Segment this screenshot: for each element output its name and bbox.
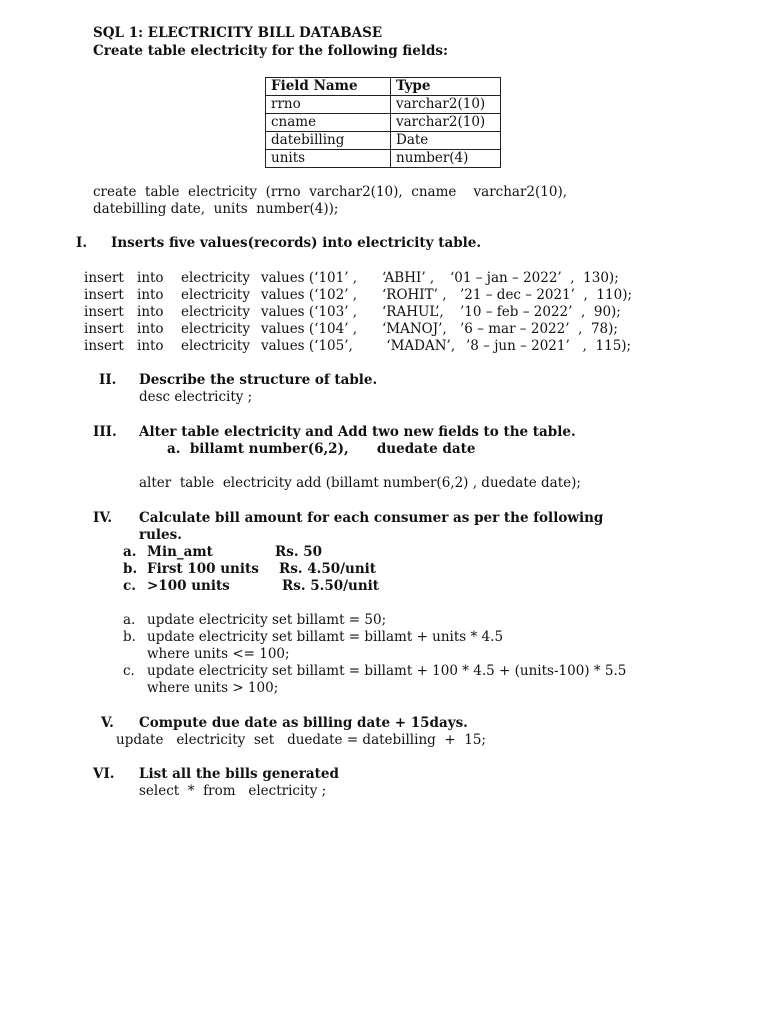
values-rrno: values (‘104’ ,	[261, 321, 358, 337]
code-line: desc electricity ;	[139, 389, 253, 405]
update-marker: a.	[123, 612, 136, 628]
section-number: IV.	[93, 510, 113, 526]
values-cname: ‘MADAN’,	[382, 338, 456, 354]
code-line: alter table electricity add (billamt number(6,2) , duedate date);	[139, 475, 581, 491]
rule-marker: c.	[123, 578, 136, 594]
update-marker: b.	[123, 629, 136, 645]
insert-keyword: insert	[84, 338, 124, 354]
create-statement-line: create table electricity (rrno varchar2(10), cname varchar2(10),	[93, 184, 567, 200]
table-row	[266, 132, 501, 150]
values-rrno: values (‘105’,	[261, 338, 353, 354]
update-line: where units > 100;	[147, 680, 279, 696]
values-cname: ‘ROHIT’ ,	[382, 287, 447, 303]
insert-keyword: insert	[84, 321, 124, 337]
values-rrno: values (‘103’ ,	[261, 304, 358, 320]
section-number: II.	[99, 372, 117, 388]
section-subitem: a. billamt number(6,2), duedate date	[167, 441, 476, 457]
insert-keyword: insert	[84, 304, 124, 320]
table-cell: units	[266, 150, 391, 168]
into-keyword: into	[137, 321, 164, 337]
values-rrno: values (‘101’ ,	[261, 270, 358, 286]
table-name: electricity	[181, 287, 250, 303]
section-number: V.	[101, 715, 114, 731]
rule-marker: a.	[123, 544, 137, 560]
values-rrno: values (‘102’ ,	[261, 287, 358, 303]
table-cell: cname	[266, 114, 391, 132]
table-cell: number(4)	[391, 150, 501, 168]
rule-value: Rs. 50	[275, 544, 323, 560]
table-row	[266, 96, 501, 114]
section-heading: Describe the structure of table.	[139, 372, 378, 388]
table-cell: rrno	[266, 96, 391, 114]
rule-value: Rs. 4.50/unit	[279, 561, 377, 577]
table-cell: varchar2(10)	[391, 114, 501, 132]
update-line: where units <= 100;	[147, 646, 290, 662]
values-rest: ’6 – mar – 2022’ , 78);	[460, 321, 618, 337]
values-cname: ‘ABHI’ ,	[382, 270, 435, 286]
create-statement-line: datebilling date, units number(4));	[93, 201, 339, 217]
table-name: electricity	[181, 338, 250, 354]
update-marker: c.	[123, 663, 135, 679]
values-rest: ’8 – jun – 2021’ , 115);	[466, 338, 632, 354]
code-line: update electricity set duedate = datebilling + 15;	[116, 732, 486, 748]
section-heading: List all the bills generated	[139, 766, 339, 782]
rule-name: First 100 units	[147, 561, 259, 577]
into-keyword: into	[137, 287, 164, 303]
values-rest: ’21 – dec – 2021’ , 110);	[460, 287, 633, 303]
table-header-cell: Field Name	[266, 78, 391, 96]
into-keyword: into	[137, 338, 164, 354]
table-name: electricity	[181, 304, 250, 320]
section-number: I.	[76, 235, 88, 251]
section-number: III.	[93, 424, 117, 440]
rule-name: >100 units	[147, 578, 230, 594]
table-name: electricity	[181, 321, 250, 337]
table-row	[266, 150, 501, 168]
insert-keyword: insert	[84, 287, 124, 303]
section-heading: rules.	[139, 527, 182, 543]
table-row	[266, 114, 501, 132]
code-line: select * from electricity ;	[139, 783, 327, 799]
section-number: VI.	[93, 766, 115, 782]
table-cell: varchar2(10)	[391, 96, 501, 114]
section-heading: Calculate bill amount for each consumer as per the following	[139, 510, 604, 526]
table-header-row	[266, 78, 501, 96]
insert-keyword: insert	[84, 270, 124, 286]
values-cname: ‘RAHUL’,	[382, 304, 444, 320]
update-line: update electricity set billamt = billamt + units * 4.5	[147, 629, 504, 645]
values-rest: ’10 – feb – 2022’ , 90);	[460, 304, 621, 320]
section-heading: Inserts five values(records) into electricity table.	[111, 235, 482, 251]
into-keyword: into	[137, 270, 164, 286]
table-name: electricity	[181, 270, 250, 286]
rule-value: Rs. 5.50/unit	[282, 578, 380, 594]
values-cname: ‘MANOJ’,	[382, 321, 447, 337]
section-heading: Compute due date as billing date + 15days.	[139, 715, 468, 731]
table-header-cell: Type	[391, 78, 501, 96]
section-heading: Alter table electricity and Add two new fields to the table.	[139, 424, 576, 440]
page-title: SQL 1: ELECTRICITY BILL DATABASE	[93, 25, 383, 41]
update-line: update electricity set billamt = 50;	[147, 612, 387, 628]
into-keyword: into	[137, 304, 164, 320]
page-subtitle: Create table electricity for the following fields:	[93, 43, 448, 59]
rule-name: Min_amt	[147, 544, 213, 560]
rule-marker: b.	[123, 561, 138, 577]
update-line: update electricity set billamt = billamt + 100 * 4.5 + (units-100) * 5.5	[147, 663, 627, 679]
table-cell: datebilling	[266, 132, 391, 150]
table-cell: Date	[391, 132, 501, 150]
values-rest: ‘01 – jan – 2022’ , 130);	[450, 270, 619, 286]
fields-table	[265, 77, 501, 168]
